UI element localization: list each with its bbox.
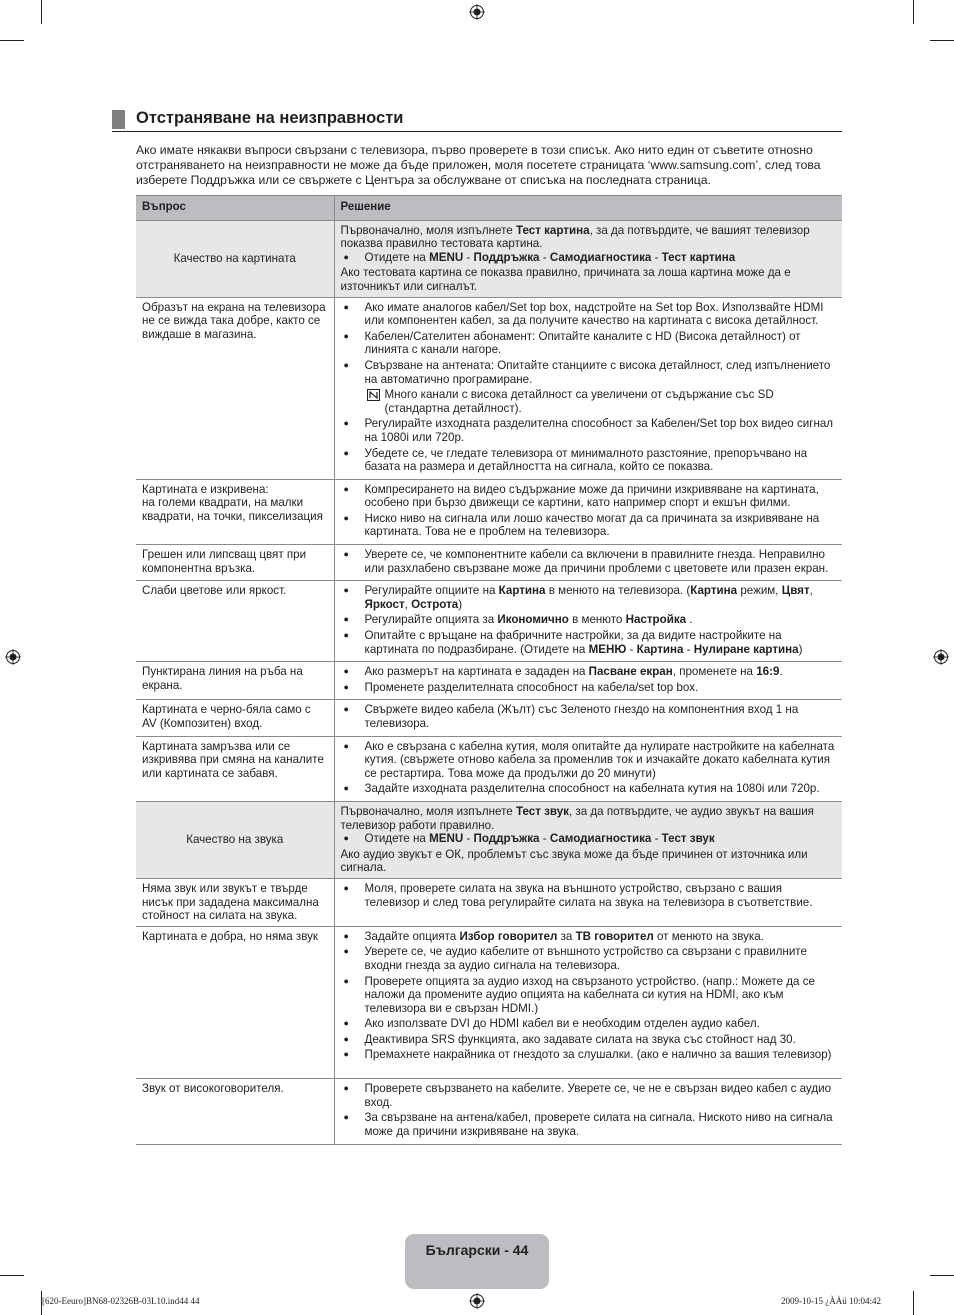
solution-cell [334, 878, 842, 926]
note-item [341, 388, 837, 415]
list-item: ● Задайте опцията Избор говорител за ТВ говорител от менюто на звука. [341, 930, 837, 944]
solution-list [341, 251, 837, 265]
table-row [136, 297, 842, 479]
list-item: ● Регулирайте изходната разделителна способност за Кабелен/Set top box видео сигнал на 1080i или 720p. [341, 417, 837, 444]
list-item: ● Кабелен/Сателитен абонамент: Опитайте каналите с HD (Висока детайлност) от линията с канали нагоре. [341, 330, 837, 357]
solution-text: Първоначално, моля изпълнете Тест картина, за да потвърдите, че вашият телевизор показва правилно тестовата картина. [340, 223, 810, 251]
solution-cell [334, 662, 842, 700]
table-header-row [136, 196, 842, 221]
solution-list [341, 548, 837, 575]
list-item: ● Уверете се, че аудио кабелите от външното устройство са свързани с правилните входни гнезда за аудио сигнала на телевизора. [341, 945, 837, 972]
solution-list [341, 584, 837, 656]
solution-list [341, 1082, 837, 1138]
table-row [136, 662, 842, 700]
table-row [136, 545, 842, 581]
solution-list [341, 483, 837, 539]
question-cell [136, 479, 334, 544]
list-item: ● Свързване на антената: Опитайте станциите с висока детайлност, след изпълнението на автоматично програмиране. [341, 359, 837, 386]
list-item: ● Опитайте с връщане на фабричните настройки, за да видите настройките на картината по подразбиране. (Отидете на МЕНЮ - Картина - Нулиране картина) [341, 629, 837, 656]
table-row [136, 581, 842, 662]
solution-cell [334, 220, 842, 297]
solution-text: Ако тестовата картина се показва правилно, причината за лоша картина може да е източникът или сигналът. [340, 266, 791, 293]
list-item: ● Деактивира SRS функцията, ако задавате силата на звука със стойност над 30. [341, 1033, 837, 1047]
solution-cell [334, 736, 842, 801]
table-row [136, 220, 842, 297]
list-item: ● За свързване на антена/кабел, проверете силата на сигнала. Ниското ниво на сигнала може да причини изкривяване на звука. [341, 1111, 837, 1138]
list-item: ● Ако използвате DVI до HDMI кабел ви е необходим отделен аудио кабел. [341, 1017, 837, 1031]
header-solution: Решение [334, 196, 842, 221]
print-slug-file: [620-Eeuro]BN68-02326B-03L10.ind44 44 [42, 1296, 200, 1306]
list-item: ● Премахнете накрайника от гнездото за слушалки. (ако е налично за вашия телевизор) [341, 1048, 837, 1062]
solution-list [341, 832, 837, 846]
troubleshooting-table [136, 195, 842, 1145]
list-item: ● Отидете на MENU - Поддръжка - Самодиагностика - Тест звук [341, 832, 837, 846]
crop-mark [913, 1291, 914, 1315]
solution-list [341, 882, 837, 909]
crop-mark [0, 40, 24, 41]
list-item: ● Проверете опцията за аудио изход на свързаното устройство. (напр.: Можете да се наложи да промените аудио опцията на кабелната си кутия на HDMI, ако към телевизора ви е свързан HDMI.) [341, 975, 837, 1016]
table-row [136, 878, 842, 926]
solution-cell [334, 297, 842, 479]
solution-cell [334, 926, 842, 1078]
table-row [136, 801, 842, 878]
title-bar-decoration [112, 110, 125, 129]
solution-cell [334, 700, 842, 736]
registration-mark-icon [469, 4, 485, 20]
crop-mark [913, 0, 914, 24]
note-text: Много канали с висока детайлност са увеличени от съдържание със SD (стандартна детайлност). [384, 388, 774, 415]
registration-mark-icon [5, 649, 21, 665]
list-item: ● Проверете свързването на кабелите. Уверете се, че не е свързан видео кабел с аудио вход. [341, 1082, 837, 1109]
solution-list [341, 703, 837, 730]
solution-cell [334, 479, 842, 544]
intro-paragraph: Ако имате някакви въпроси свързани с телевизора, първо проверете в този списък. Ако нито един от съветите отнosно отстраняването на неизправности не може да бъде приложен, моля посетете страницата ‘www.samsung.com’, след това изберете Поддръжка или се свържете с Центъра за обслужване от списъка на последната страница. [136, 143, 821, 187]
table-row [136, 479, 842, 544]
question-cell: Образът на екрана на телевизора не се вижда така добре, както се виждаше в магазина. [136, 297, 334, 479]
list-item: ● Убедете се, че гледате телевизора от минималното разстояние, препоръчвано на базата на размера и детайлността на сигнала, който се показва. [341, 447, 837, 474]
table-row [136, 700, 842, 736]
list-item: ● Моля, проверете силата на звука на външното устройство, свързано с вашия телевизор и след това регулирайте силата на звука на телевизора в съответствие. [341, 882, 837, 909]
list-item: ● Задайте изходната разделителна способност на кабелната кутия на 1080i или 720p. [341, 782, 837, 796]
question-cell: Качество на картината [136, 220, 334, 297]
question-cell: Картината е черно-бяла само с AV (Композитен) вход. [136, 700, 334, 736]
list-item: ● Променете разделителната способност на кабела/set top box. [341, 681, 837, 695]
list-item: ● Регулирайте опцията за Икономично в менюто Настройка . [341, 613, 837, 627]
crop-mark [930, 1275, 954, 1276]
solution-list [341, 301, 837, 474]
list-item: ● Регулирайте опциите на Картина в менюто на телевизора. (Картина режим, Цвят, Яркост, Острота) [341, 584, 837, 611]
solution-text: Ако аудио звукът е ОК, проблемът със звука може да бъде причинен от източника или сигнала. [340, 847, 808, 875]
page-title: Отстраняване на неизправности [136, 109, 404, 127]
solution-text: Първоначално, моля изпълнете Тест звук, за да потвърдите, че аудио звукът на вашия телевизор работи правилно. [340, 804, 814, 832]
question-cell: Картината е добра, но няма звук [136, 926, 334, 1078]
table-row [136, 1079, 842, 1145]
list-item: ● Ако размерът на картината е зададен на Пасване екран, променете на 16:9. [341, 665, 837, 679]
crop-mark [930, 40, 954, 41]
registration-mark-icon [933, 649, 949, 665]
crop-mark [41, 0, 42, 24]
print-slug-date: 2009-10-15 ¿ÀÀü 10:04:42 [781, 1296, 881, 1306]
question-cell: Грешен или липсващ цвят при компонентна връзка. [136, 545, 334, 581]
question-line: Картината е изкривена: [142, 482, 269, 496]
solution-list [341, 740, 837, 796]
solution-cell [334, 581, 842, 662]
solution-cell [334, 801, 842, 878]
section-title [112, 108, 842, 132]
header-question: Въпрос [136, 196, 334, 221]
question-cell: Звук от високоговорителя. [136, 1079, 334, 1145]
question-line: на големи квадрати, на малки квадрати, на точки, пикселизация [142, 496, 323, 523]
table-row [136, 926, 842, 1078]
list-item: ● Ниско ниво на сигнала или лошо качество могат да са причината за изкривяване на картината. Това не е проблем на телевизора. [341, 512, 837, 539]
page-number: Български - 44 [425, 1242, 529, 1258]
question-cell: Пунктирана линия на ръба на екрана. [136, 662, 334, 700]
list-item: ● Ако имате аналогов кабел/Set top box, надстройте на Set top Box. Използвайте HDMI или компонентен кабел, за да получите качество на картината с висока детайлност. [341, 301, 837, 328]
solution-cell [334, 1079, 842, 1145]
solution-list [341, 930, 837, 1062]
list-item: ● Уверете се, че компонентните кабели са включени в правилните гнезда. Неправилно или разхлабено свързване може да причини проблеми с цветовете или празен екран. [341, 548, 837, 575]
list-item: ● Отидете на MENU - Поддръжка - Самодиагностика - Тест картина [341, 251, 837, 265]
question-cell: Няма звук или звукът е твърде нисък при зададена максимална стойност на силата на звука. [136, 878, 334, 926]
list-item: ● Компресирането на видео съдържание може да причини изкривяване на картината, особено при бързо движещи се картини, като например спорт и екшън филми. [341, 483, 837, 510]
crop-mark [0, 1275, 24, 1276]
list-item: ● Ако е свързана с кабелна кутия, моля опитайте да нулирате настройките на кабелната кутия. (свържете отново кабела за променлив ток и изчакайте докато кабелната кутия се рестартира. Това може да продължи до 20 минути) [341, 740, 837, 781]
list-item: ● Свържете видео кабела (Жълт) със Зеленото гнездо на компонентния вход 1 на телевизора. [341, 703, 837, 730]
question-cell: Картината замръзва или се изкривява при смяна на каналите или картината се забавя. [136, 736, 334, 801]
question-cell: Качество на звука [136, 801, 334, 878]
solution-cell [334, 545, 842, 581]
note-icon [367, 389, 380, 401]
table-row [136, 736, 842, 801]
question-cell: Слаби цветове или яркост. [136, 581, 334, 662]
solution-list [341, 665, 837, 694]
registration-mark-icon [469, 1293, 485, 1309]
page-number-tab [405, 1234, 549, 1289]
